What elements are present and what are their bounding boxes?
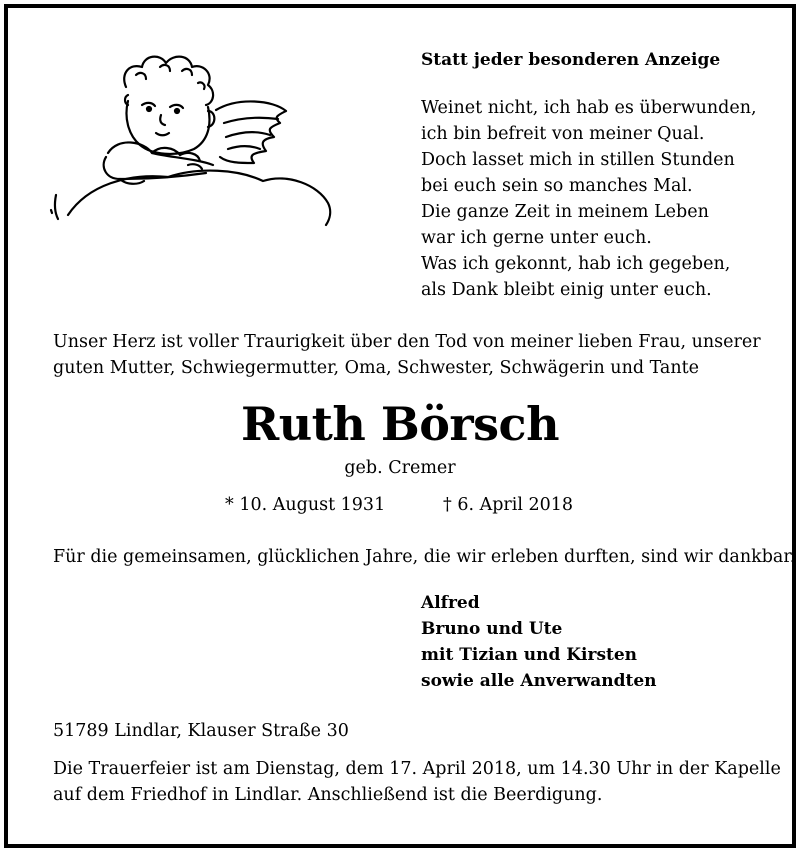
poem-line: war ich gerne unter euch. (421, 228, 652, 248)
poem-line: bei euch sein so manches Mal. (421, 176, 693, 196)
thanks-text: Für die gemeinsamen, glücklichen Jahre, die wir erleben durften, sind wir dankbar. (53, 547, 796, 567)
intro-line: Unser Herz ist voller Traurigkeit über den Tod von meiner lieben Frau, unserer (53, 332, 761, 352)
cherub-angel-icon (48, 45, 348, 235)
mourner-entry: Bruno und Ute (421, 619, 563, 639)
notice-heading: Statt jeder besonderen Anzeige (421, 50, 721, 70)
funeral-info (53, 756, 781, 808)
death-date: † 6. April 2018 (443, 495, 574, 515)
poem-line: Die ganze Zeit in meinem Leben (421, 202, 709, 222)
poem-line: ich bin befreit von meiner Qual. (421, 124, 705, 144)
poem-line: Weinet nicht, ich hab es überwunden, (421, 98, 757, 118)
poem-line: als Dank bleibt einig unter euch. (421, 280, 712, 300)
mourner-entry: mit Tizian und Kirsten (421, 645, 638, 665)
family-address: 51789 Lindlar, Klauser Straße 30 (53, 721, 349, 741)
intro-text (53, 329, 761, 381)
poem-line: Was ich gekonnt, hab ich gegeben, (421, 254, 731, 274)
mourners-list (421, 590, 657, 694)
funeral-line: auf dem Friedhof in Lindlar. Anschließend ist die Beerdigung. (53, 785, 603, 805)
birth-date: * 10. August 1931 (225, 495, 386, 515)
deceased-name: Ruth Börsch (240, 397, 560, 451)
mourner-entry: Alfred (421, 593, 480, 613)
intro-line: guten Mutter, Schwiegermutter, Oma, Schwester, Schwägerin und Tante (53, 358, 700, 378)
funeral-line: Die Trauerfeier ist am Dienstag, dem 17. April 2018, um 14.30 Uhr in der Kapelle (53, 759, 781, 779)
poem-line: Doch lasset mich in stillen Stunden (421, 150, 735, 170)
mourner-entry: sowie alle Anverwandten (421, 671, 657, 691)
memorial-poem (421, 95, 757, 303)
maiden-name: geb. Cremer (344, 458, 456, 478)
